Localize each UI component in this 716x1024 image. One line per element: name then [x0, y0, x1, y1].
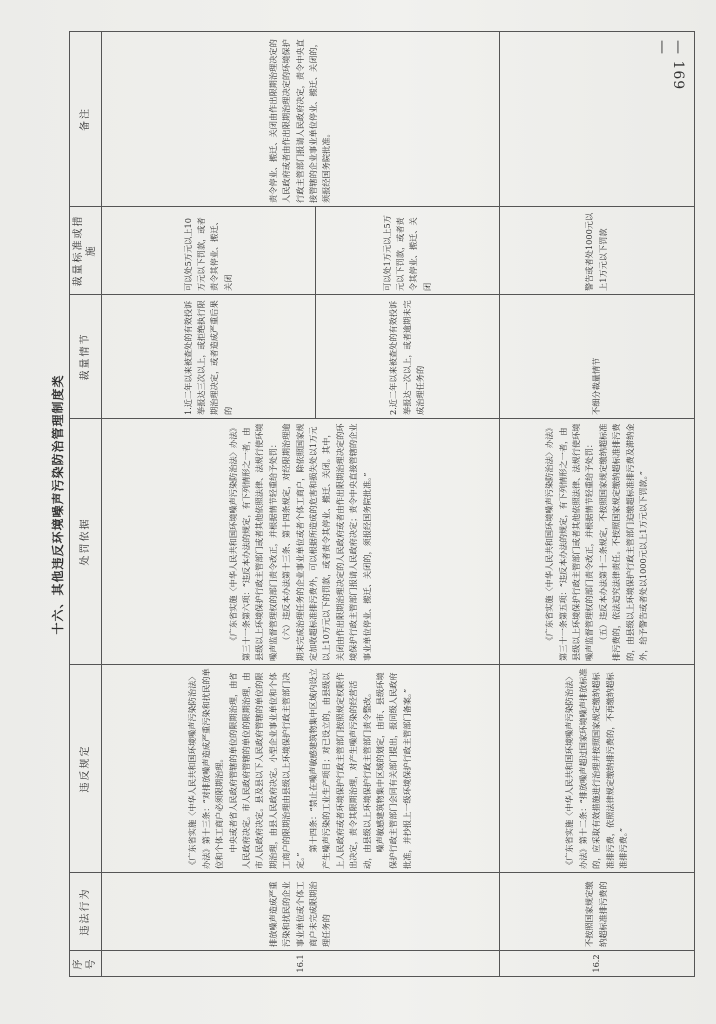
- discretion-standard: 可以处5万元以上10万元以下罚款，或者责令其停业、搬迁、关闭: [101, 207, 315, 295]
- header-no: 序号: [70, 951, 102, 977]
- page-number: — 169 —: [654, 40, 686, 91]
- rule-paragraph: 中央或者省人民政府管辖的单位的限期治理，由省人民政府决定。市人民政府管辖的单位的限期治理，由市人民政府决定。县及县以下人民政府管辖的单位的限期治理，由县人民政府决定。小型企业事业单位和个体工商户的限期治理由县级以上环境保护行政主管部门决定。”: [227, 672, 305, 869]
- discretion-standard: 警告或者处1000元以上1万元以下罚款: [499, 207, 694, 295]
- table-row: [499, 32, 694, 977]
- violated-rule: [499, 665, 694, 873]
- header-note: 备注: [70, 32, 102, 207]
- violation-act: 不按照国家规定缴纳超标准排污费的: [499, 873, 694, 951]
- discretion-circumstance: 不细分裁量情节: [499, 295, 694, 419]
- basis-paragraph: （六）违反本办法第十三条、第十四条规定，对经限期治理逾期未完成治理任务的企业事业单位或者个体工商户，除依照国家规定加收超标准排污费外，可以根据所造成的危害和损失处以1万元以上10万元以下的罚款，或者责令其停业、搬迁、关闭。其中，关闭由作出限期治理决定的人民政府或者由作出限期治理决定的环境保护行政主管部门报请人民政府决定；责令中央直接管辖的企业事业单位停业、搬迁、关闭的，须报经国务院批准。”: [281, 423, 372, 661]
- remark: [499, 32, 694, 207]
- header-row: [70, 32, 102, 977]
- header-basis: 处罚依据: [70, 419, 102, 665]
- penalty-table: [69, 31, 695, 977]
- discretion-circumstance: 1.近二年以来被查处的有效投诉举报达三次以上，或拒绝执行限期治理决定，或者造成严重后果的: [101, 295, 315, 419]
- rule-paragraph: 第十四条：“禁止在噪声敏感建筑物集中区域内设立产生噪声污染的工业生产项目；对已设立的，由县级以上人民政府或者环境保护行政主管部门按照规定权限作出决定，责令其限期治理，对产生噪声污染的经营活动，由县级以上环境保护行政主管部门责令整改。: [308, 668, 372, 869]
- remark: 责令停业、搬迁、关闭由作出限期治理决定的人民政府或者由作出限期治理决定的环境保护行政主管部门报请人民政府决定，责令中央直接管辖的企业事业单位停业、搬迁、关闭的，须报经国务院批准。: [101, 32, 499, 207]
- rule-paragraph: 《广东省实施〈中华人民共和国环境噪声污染防治法〉办法》第十三条：“对排放噪声造成严重污染和扰民的单位和个体工商户必须限期治理。: [187, 668, 225, 869]
- row-number: 16.2: [499, 951, 694, 977]
- table-row: [101, 32, 315, 977]
- rule-paragraph: 噪声敏感建筑物集中区域的划定，由市、县级环境保护行政主管部门会同有关部门提出，报同级人民政府批准，并抄报上一级环境保护行政主管部门备案。”: [375, 672, 412, 869]
- basis-paragraph: 《广东省实施〈中华人民共和国环境噪声污染防治法〉办法》第三十一条第五项：“违反本办法的规定，有下列情形之一者，由县级以上环境保护行政主管部门或者其他依照法律、法规行使环境噪声监督管理权的部门责令改正，并根据情节轻重给予处罚：: [544, 423, 595, 661]
- rotated-content: [47, 32, 684, 977]
- header-rule: 违反规定: [70, 665, 102, 873]
- row-number: 16.1: [101, 951, 499, 977]
- section-title: 十六、其他违反环境噪声污染防治管理制度类: [51, 374, 65, 635]
- header-act: 违法行为: [70, 873, 102, 951]
- header-circ: 裁量情节: [70, 295, 102, 419]
- header-std: 裁量标准或措施: [70, 207, 102, 295]
- violated-rule: [101, 665, 499, 873]
- discretion-standard: 可以处1万元以上5万元以下罚款，或者责令其停业、搬迁、关闭: [315, 207, 499, 295]
- penalty-basis: [499, 419, 694, 665]
- basis-paragraph: （五）违反本办法第十二条规定，不按照国家规定缴纳超标准排污费的，依法追究法律责任。不按照国家规定缴纳超标准排污费的，由县级以上环境保护行政主管部门追缴超标准排污费及滞纳金外，给予警告或者处以1000元以上1万元以下罚款。”: [597, 423, 649, 661]
- penalty-basis: [101, 419, 499, 665]
- discretion-circumstance: 2.近二年以来被查处的有效投诉举报达一次以上，或者逾期未完成治理任务的: [315, 295, 499, 419]
- rule-paragraph: 《广东省实施〈中华人民共和国环境噪声污染防治法〉办法》第十二条：“排放噪声超过国家环境噪声排放标准的，应采取有效措施进行治理并按照国家规定缴纳超标准排污费，依照法律规定缴纳排污费的，不再缴纳超标准排污费。”: [564, 668, 628, 869]
- violation-act: 排放噪声造成严重污染和扰民的企业事业单位或个体工商户未完成限期治理任务的: [101, 873, 499, 951]
- basis-paragraph: 《广东省实施〈中华人民共和国环境噪声污染防治法〉办法》第三十一条第六项：“违反本办法的规定，有下列情形之一者，由县级以上环境保护行政主管部门或者其他依照法律、法规行使环境噪声监督管理权的部门责令改正，并根据情节轻重给予处罚：: [227, 423, 278, 661]
